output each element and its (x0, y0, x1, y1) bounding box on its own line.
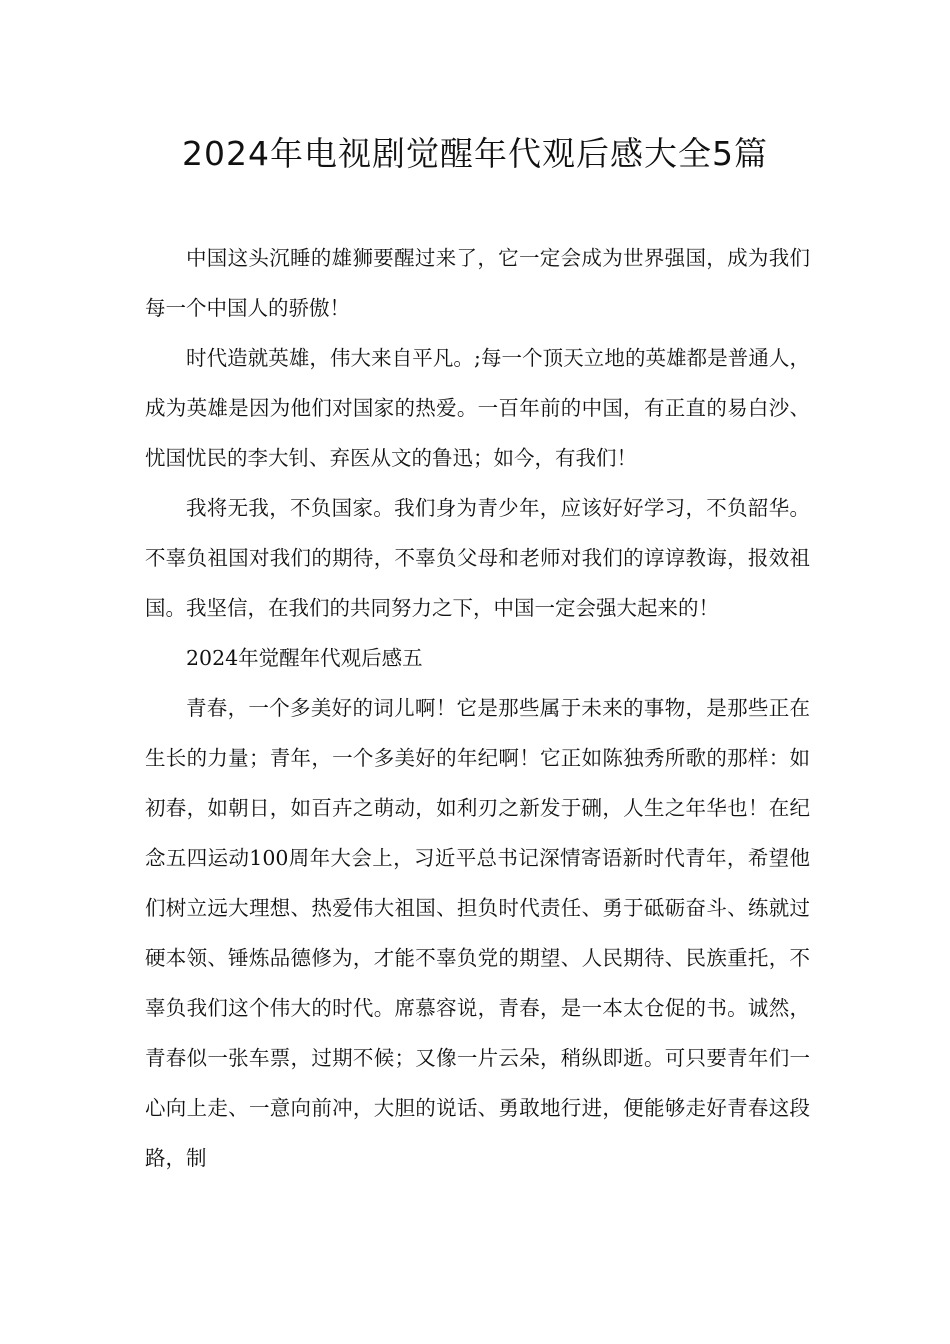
paragraph: 我将无我，不负国家。我们身为青少年，应该好好学习，不负韶华。不辜负祖国对我们的期待，不辜负父母和老师对我们的谆谆教诲，报效祖国。我坚信，在我们的共同努力之下，中国一定会强大起来的！ (145, 496, 810, 620)
paragraph: 青春，一个多美好的词儿啊！它是那些属于未来的事物，是那些正在生长的力量；青年，一个多美好的年纪啊！它正如陈独秀所歌的那样：如初春，如朝日，如百卉之萌动，如利刃之新发于硎，人生之年华也！在纪念五四运动100周年大会上，习近平总书记深情寄语新时代青年，希望他们树立远大理想、热爱伟大祖国、担负时代责任、勇于砥砺奋斗、练就过硬本领、锤炼品德修为，才能不辜负党的期望、人民期待、民族重托，不辜负我们这个伟大的时代。席慕容说，青春，是一本太仓促的书。诚然，青春似一张车票，过期不候；又像一片云朵，稍纵即逝。可只要青年们一心向上走、一意向前冲，大胆的说话、勇敢地行进，便能够走好青春这段路，制 (145, 696, 810, 1170)
document-body (145, 233, 810, 1183)
document-title: 2024年电视剧觉醒年代观后感大全5篇 (182, 134, 768, 173)
paragraph: 时代造就英雄，伟大来自平凡。;每一个顶天立地的英雄都是普通人，成为英雄是因为他们对国家的热爱。一百年前的中国，有正直的易白沙、忧国忧民的李大钊、弃医从文的鲁迅；如今，有我们！ (145, 346, 810, 470)
section-heading: 2024年觉醒年代观后感五 (186, 646, 423, 670)
paragraph: 中国这头沉睡的雄狮要醒过来了，它一定会成为世界强国，成为我们每一个中国人的骄傲！ (145, 246, 810, 320)
